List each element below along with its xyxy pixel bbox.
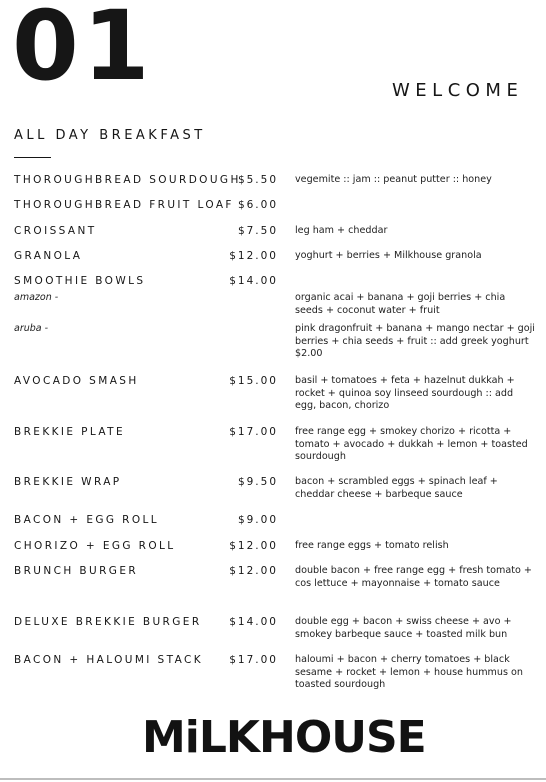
item-price: $12.00 bbox=[229, 565, 278, 577]
item-name: BACON + EGG ROLL bbox=[14, 514, 160, 526]
page-number: 01 bbox=[12, 0, 154, 102]
item-name: AVOCADO SMASH bbox=[14, 375, 139, 387]
item-description: basil + tomatoes + feta + hazelnut dukkah + rocket + quinoa soy linseed sourdough :: add egg, bacon, chorizo bbox=[295, 375, 515, 411]
item-price: $12.00 bbox=[229, 540, 278, 552]
item-price: $17.00 bbox=[229, 426, 278, 438]
item-name: CROISSANT bbox=[14, 225, 97, 237]
item-price: $9.50 bbox=[237, 476, 278, 488]
item-description: organic acai + banana + goji berries + chia seeds + coconut water + fruit bbox=[295, 292, 506, 316]
item-name: DELUXE BREKKIE BURGER bbox=[14, 616, 202, 628]
variant-name: amazon - bbox=[14, 292, 59, 303]
item-name: THOROUGHBREAD FRUIT LOAF bbox=[14, 199, 234, 211]
item-description: yoghurt + berries + Milkhouse granola bbox=[295, 250, 482, 261]
item-price: $12.00 bbox=[229, 250, 278, 262]
item-price: $14.00 bbox=[229, 616, 278, 628]
item-price: $5.50 bbox=[237, 174, 278, 186]
item-description: vegemite :: jam :: peanut putter :: honey bbox=[295, 174, 492, 185]
item-name: SMOOTHIE BOWLS bbox=[14, 275, 146, 287]
section-divider bbox=[14, 157, 51, 158]
item-name: GRANOLA bbox=[14, 250, 83, 262]
item-name: BREKKIE PLATE bbox=[14, 426, 126, 438]
item-description: leg ham + cheddar bbox=[295, 225, 388, 236]
item-description: free range eggs + tomato relish bbox=[295, 540, 449, 551]
item-description: pink dragonfruit + banana + mango nectar + goji berries + chia seeds + fruit :: add greek yoghurt $2.00 bbox=[295, 323, 535, 359]
item-name: CHORIZO + EGG ROLL bbox=[14, 540, 176, 552]
item-name: THOROUGHBREAD SOURDOUGH bbox=[14, 174, 241, 186]
item-name: BRUNCH BURGER bbox=[14, 565, 139, 577]
bottom-divider bbox=[0, 778, 546, 780]
item-price: $9.00 bbox=[237, 514, 278, 526]
variant-name: aruba - bbox=[14, 323, 49, 334]
item-price: $14.00 bbox=[229, 275, 278, 287]
item-description: bacon + scrambled eggs + spinach leaf + cheddar cheese + barbeque sauce bbox=[295, 476, 498, 500]
welcome-heading: WELCOME bbox=[392, 80, 524, 101]
item-description: double bacon + free range egg + fresh tomato + cos lettuce + mayonnaise + tomato sauce bbox=[295, 565, 532, 589]
item-price: $17.00 bbox=[229, 654, 278, 666]
milkhouse-logo: MiLKHOUSE bbox=[142, 712, 426, 763]
item-name: BREKKIE WRAP bbox=[14, 476, 122, 488]
item-description: double egg + bacon + swiss cheese + avo + smokey barbeque sauce + toasted milk bun bbox=[295, 616, 512, 640]
item-price: $15.00 bbox=[229, 375, 278, 387]
item-description: haloumi + bacon + cherry tomatoes + black sesame + rocket + lemon + house hummus on toasted sourdough bbox=[295, 654, 523, 690]
item-description: free range egg + smokey chorizo + ricotta + tomato + avocado + dukkah + lemon + toasted sourdough bbox=[295, 426, 528, 462]
item-name: BACON + HALOUMI STACK bbox=[14, 654, 204, 666]
item-price: $6.00 bbox=[237, 199, 278, 211]
section-title: ALL DAY BREAKFAST bbox=[14, 128, 206, 143]
item-price: $7.50 bbox=[237, 225, 278, 237]
